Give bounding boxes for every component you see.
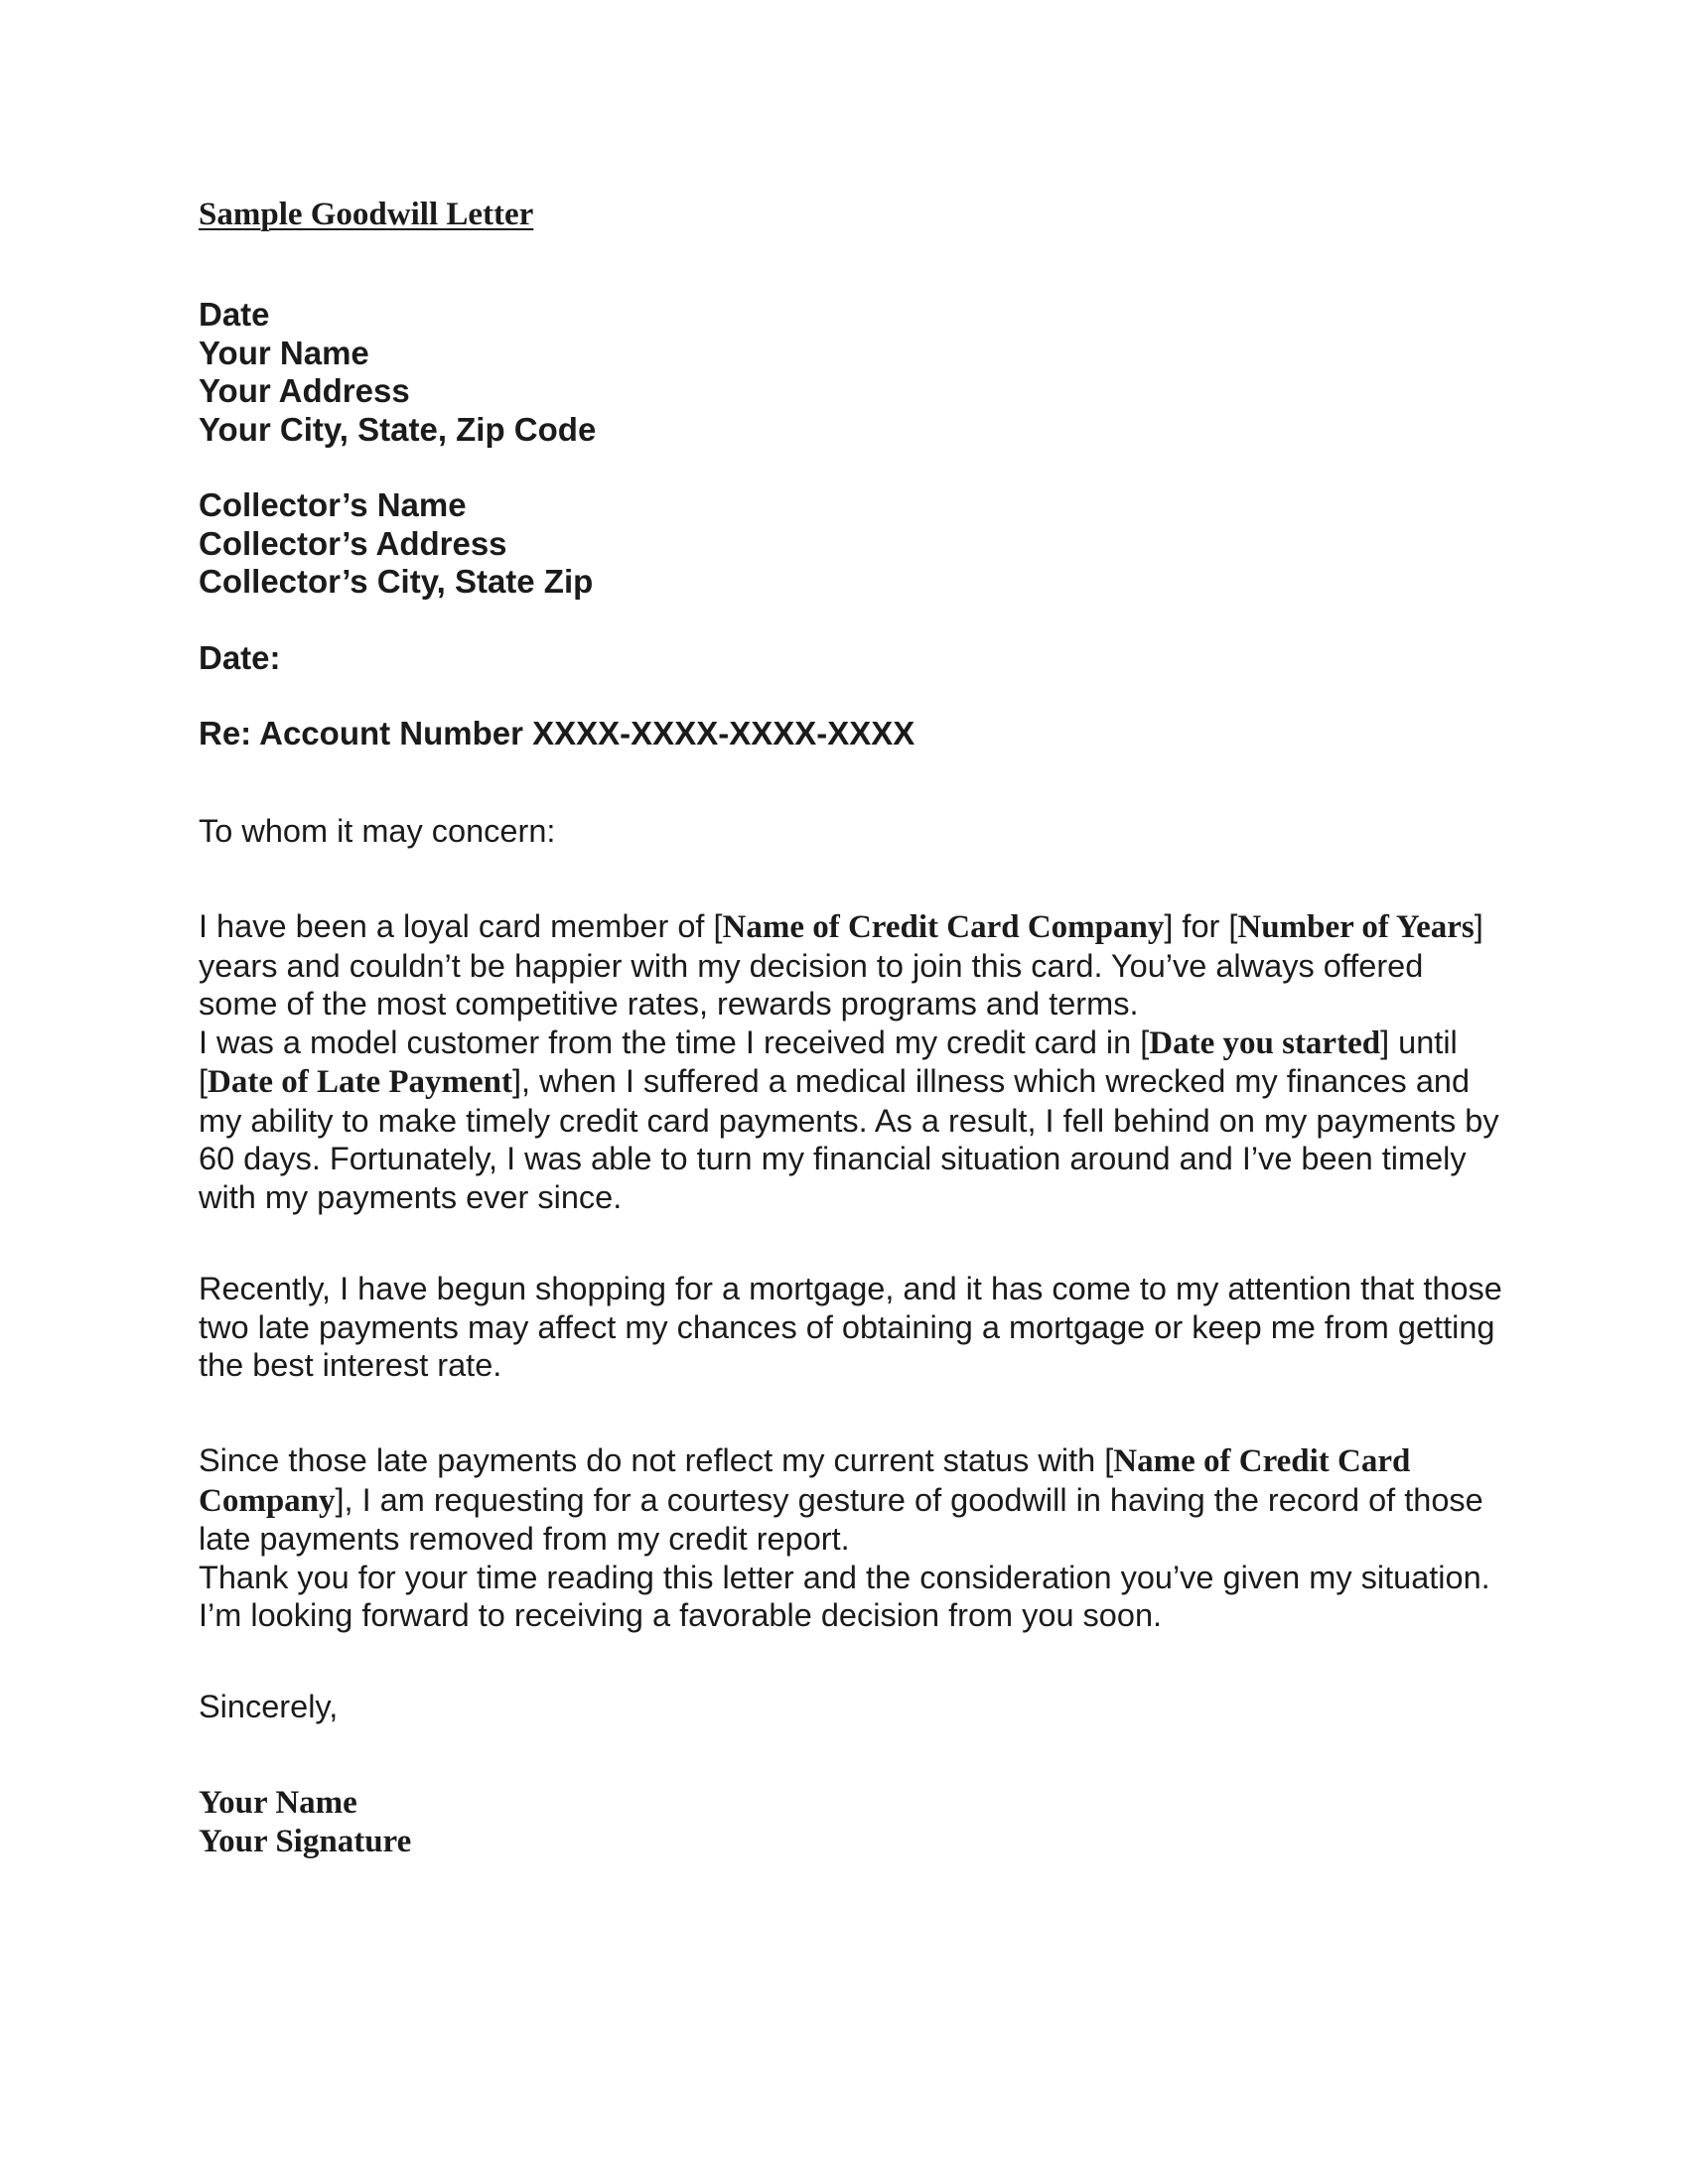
placeholder-date-started: Date you started: [1149, 1024, 1381, 1061]
para4-text-2: ], I am requesting for a courtesy gesture of goodwill in having the record of those late payments removed from my credit report.: [199, 1481, 1483, 1557]
para4-text-1: Since those late payments do not reflect my current status with [: [199, 1442, 1114, 1478]
body-paragraph-3: [199, 1270, 1509, 1385]
para2-text-2: ] until [: [199, 1024, 1458, 1099]
salutation: [199, 812, 1509, 851]
re-line-text: Re: Account Number XXXX-XXXX-XXXX-XXXX: [199, 715, 915, 751]
sender-block: [199, 296, 596, 449]
placeholder-date-late-payment: Date of Late Payment: [208, 1064, 513, 1100]
closing: [199, 1688, 1509, 1726]
sender-address: Your Address: [199, 372, 410, 409]
placeholder-number-of-years: Number of Years: [1237, 909, 1475, 945]
recipient-address: Collector’s Address: [199, 524, 507, 562]
sender-date: Date: [199, 296, 270, 333]
closing-text: Sincerely,: [199, 1689, 339, 1724]
placeholder-company-name: Name of Credit Card Company: [722, 909, 1165, 945]
date-label: [199, 639, 281, 678]
date-label-text: Date:: [199, 639, 281, 676]
para1-text-2: ] for [: [1164, 908, 1238, 944]
body-paragraphs-1-2: [199, 907, 1509, 1216]
para1-text-1: I have been a loyal card member of [: [199, 908, 723, 944]
para2-text-1: I was a model customer from the time I received my credit card in [: [199, 1024, 1150, 1060]
para2-text-3: ], when I suffered a medical illness which wrecked my finances and my ability to make timely credit card payments. As a result, I fell behind on my payments by 60 days. Fortunately, I was able to turn my financial situation around and I’ve been timely with my payments ever since.: [199, 1063, 1499, 1215]
re-line: [199, 715, 914, 753]
placeholder-company-name-2: Name of Credit Card Company: [199, 1443, 1411, 1519]
sender-city-state-zip: Your City, State, Zip Code: [199, 410, 597, 448]
recipient-city-state-zip: Collector’s City, State Zip: [199, 563, 594, 600]
recipient-name: Collector’s Name: [199, 486, 467, 523]
para1-text-3: ] years and couldn’t be happier with my decision to join this card. You’ve always offered some of the most competitive rates, rewards programs and terms.: [199, 908, 1483, 1022]
body-paragraphs-4-5: [199, 1441, 1509, 1635]
paragraph-mortgage: Recently, I have begun shopping for a mortgage, and it has come to my attention that those two late payments may affect my chances of obtaining a mortgage or keep me from getting the best interest rate.: [199, 1271, 1502, 1383]
salutation-text: To whom it may concern:: [199, 813, 556, 849]
sender-name: Your Name: [199, 334, 369, 371]
paragraph-request: [199, 1441, 1509, 1559]
paragraph-loyal-member: [199, 907, 1509, 1024]
recipient-block: [199, 486, 593, 602]
signature-line: Your Signature: [199, 1823, 412, 1859]
paragraph-thank-you: Thank you for your time reading this letter and the consideration you’ve given my situation. I’m looking forward to receiving a favorable decision from you soon.: [199, 1559, 1490, 1633]
letter-page: [199, 0, 1509, 2184]
paragraph-model-customer: [199, 1024, 1509, 1217]
signature-name: Your Name: [199, 1785, 357, 1821]
signature-block: [199, 1784, 411, 1860]
letter-title: Sample Goodwill Letter: [199, 197, 534, 232]
